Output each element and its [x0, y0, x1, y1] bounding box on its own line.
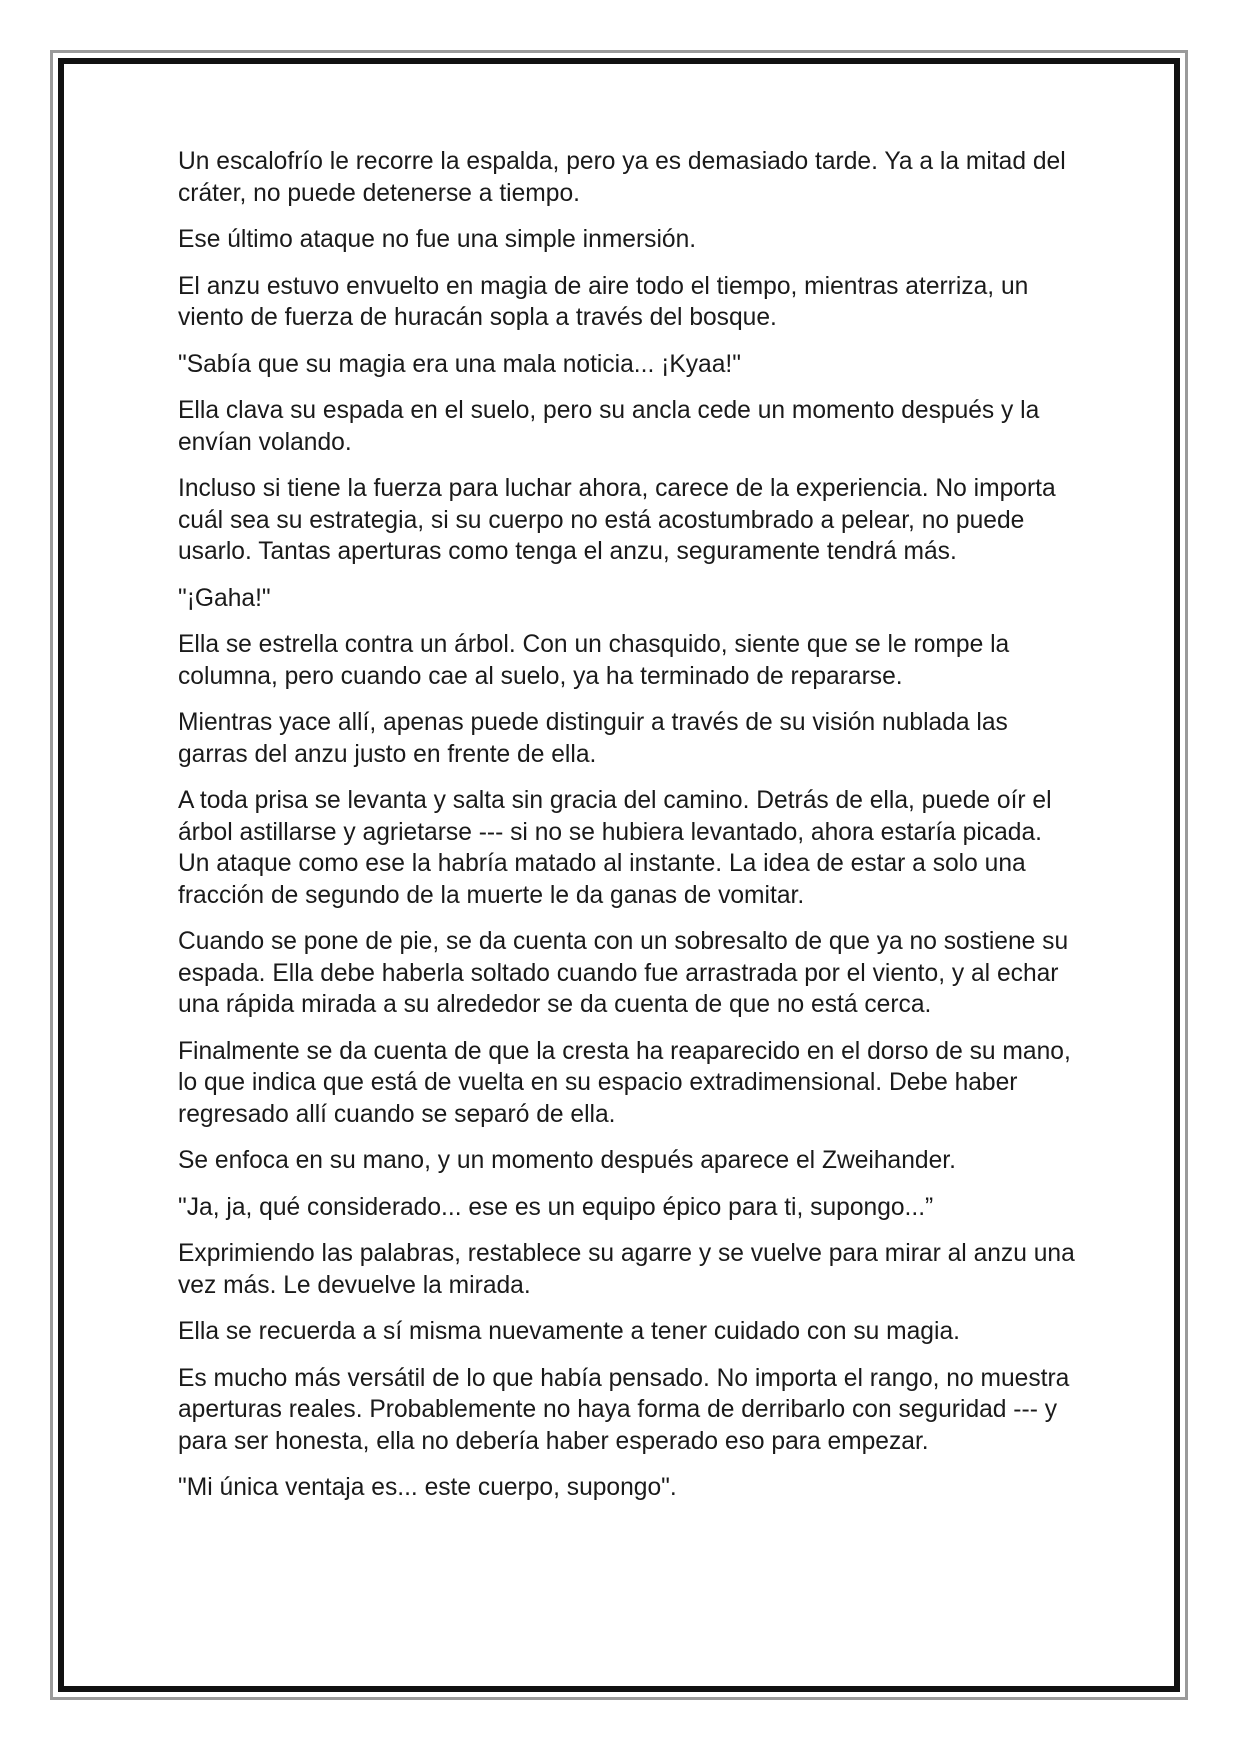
paragraph: Cuando se pone de pie, se da cuenta con un sobresalto de que ya no sostiene su espada. Ella debe haberla soltado cuando fue arrastrada por el viento, y al echar una rápida mirada a su alrededor se da cuenta de que no está cerca. [178, 928, 1069, 1018]
paragraph: Ella se recuerda a sí misma nuevamente a tener cuidado con su magia. [178, 1318, 960, 1345]
paragraph: Mientras yace allí, apenas puede distinguir a través de su visión nublada las garras del anzu justo en frente de ella. [178, 709, 1008, 768]
paragraph: El anzu estuvo envuelto en magia de aire todo el tiempo, mientras aterriza, un viento de fuerza de huracán sopla a través del bosque. [178, 272, 1029, 331]
paragraph: Exprimiendo las palabras, restablece su agarre y se vuelve para mirar al anzu una vez más. Le devuelve la mirada. [178, 1240, 1075, 1299]
paragraph: "Ja, ja, qué considerado... ese es un equipo épico para ti, supongo...” [178, 1193, 934, 1221]
paragraph: "¡Gaha!" [178, 584, 271, 612]
paragraph: A toda prisa se levanta y salta sin gracia del camino. Detrás de ella, puede oír el árbol astillarse y agrietarse --- si no se hubiera levantado, ahora estaría picada. Un ataque como ese la habría matado al instante. La idea de estar a solo una fracción de segundo de la muerte le da ganas de vomitar. [178, 787, 1052, 909]
paragraph: "Mi única ventaja es... este cuerpo, supongo". [178, 1474, 677, 1501]
paragraph: Incluso si tiene la fuerza para luchar ahora, carece de la experiencia. No importa cuál sea su estrategia, si su cuerpo no está acostumbrado a pelear, no puede usarlo. Tantas aperturas como tenga el anzu, seguramente tendrá más. [178, 475, 1056, 565]
paragraph: Es mucho más versátil de lo que había pensado. No importa el rango, no muestra aperturas reales. Probablemente no haya forma de derribarlo con seguridad --- y para ser honesta, ella no debería haber esperado eso para empezar. [178, 1364, 1070, 1455]
paragraph: Ella se estrella contra un árbol. Con un chasquido, siente que se le rompe la columna, pero cuando cae al suelo, ya ha terminado de repararse. [178, 631, 1010, 690]
document-body [178, 146, 1078, 1519]
paragraph: Ese último ataque no fue una simple inmersión. [178, 226, 697, 253]
paragraph: Un escalofrío le recorre la espalda, pero ya es demasiado tarde. Ya a la mitad del cráter, no puede detenerse a tiempo. [178, 148, 1066, 207]
paragraph: Ella clava su espada en el suelo, pero su ancla cede un momento después y la envían volando. [178, 397, 1040, 456]
paragraph: "Sabía que su magia era una mala noticia... ¡Kyaa!" [178, 350, 741, 378]
paragraph: Finalmente se da cuenta de que la cresta ha reaparecido en el dorso de su mano, lo que indica que está de vuelta en su espacio extradimensional. Debe haber regresado allí cuando se separó de ella. [178, 1037, 1071, 1128]
paragraph: Se enfoca en su mano, y un momento después aparece el Zweihander. [178, 1147, 956, 1174]
